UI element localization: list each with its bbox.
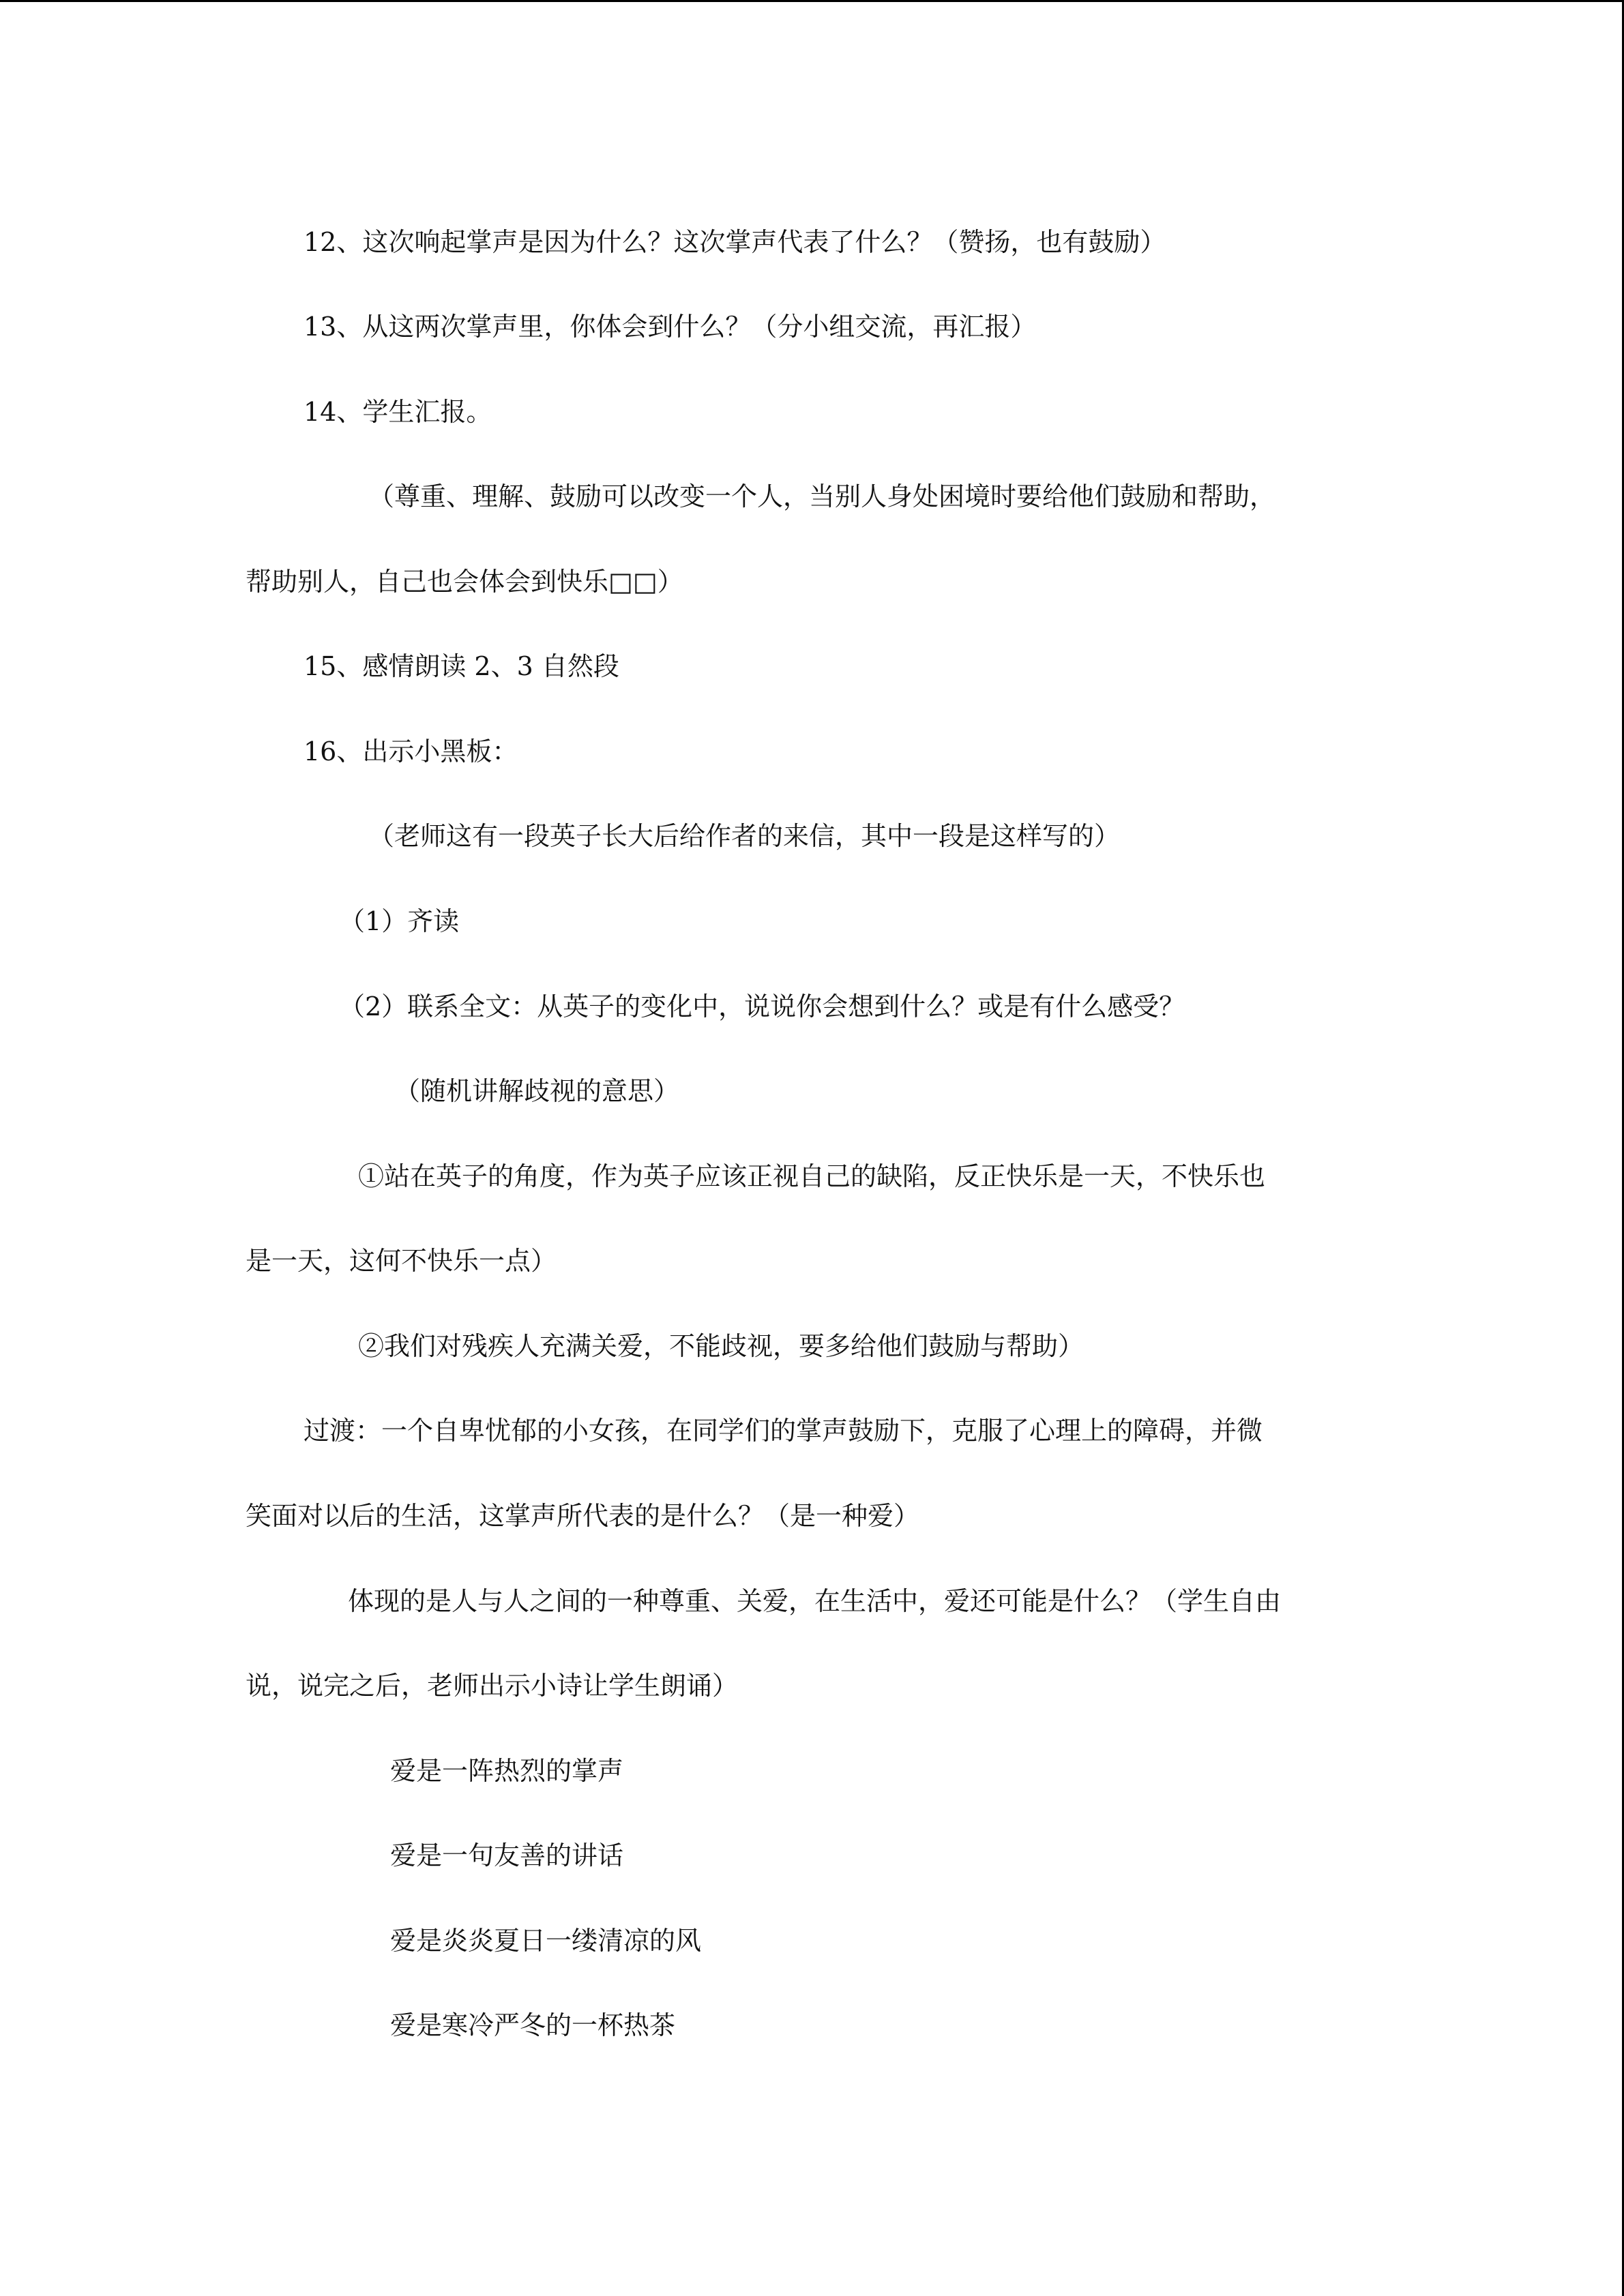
text-line-q16-note: （老师这有一段英子长大后给作者的来信，其中一段是这样写的） (368, 821, 1121, 851)
text-line-q12: 12、这次响起掌声是因为什么？这次掌声代表了什么？（赞扬，也有鼓励） (304, 227, 1166, 257)
poem-line-4: 爱是寒冷严冬的一杯热茶 (390, 2010, 676, 2040)
text-line-q16: 16、出示小黑板： (304, 736, 518, 766)
text-line-q13: 13、从这两次掌声里，你体会到什么？（分小组交流，再汇报） (304, 312, 1037, 342)
poem-line-2: 爱是一句友善的讲话 (390, 1840, 624, 1870)
text-line-reflection-1: 体现的是人与人之间的一种尊重、关爱，在生活中，爱还可能是什么？（学生自由 (348, 1586, 1282, 1616)
poem-line-1: 爱是一阵热烈的掌声 (390, 1756, 624, 1786)
text-line-sub-2-note: （随机讲解歧视的意思） (394, 1076, 680, 1106)
text-line-transition-1: 过渡：一个自卑忧郁的小女孩，在同学们的掌声鼓励下，克服了心理上的障碍，并微 (304, 1416, 1263, 1446)
text-line-q14-answer-2: 帮助别人，自己也会体会到快乐□□） (246, 567, 683, 597)
text-line-q14-answer-1: （尊重、理解、鼓励可以改变一个人，当别人身处困境时要给他们鼓励和帮助， (368, 481, 1276, 511)
poem-line-3: 爱是炎炎夏日一缕清凉的风 (390, 1926, 702, 1956)
text-line-q14: 14、学生汇报。 (304, 397, 492, 427)
text-line-q15: 15、感情朗读 2、3 自然段 (304, 651, 619, 681)
text-line-sub-2: （2）联系全文：从英子的变化中，说说你会想到什么？或是有什么感受？ (339, 992, 1185, 1022)
text-line-transition-2: 笑面对以后的生活，这掌声所代表的是什么？（是一种爱） (246, 1501, 920, 1531)
text-line-point-2: ②我们对残疾人充满关爱，不能歧视，要多给他们鼓励与帮助） (358, 1331, 1084, 1361)
text-line-reflection-2: 说，说完之后，老师出示小诗让学生朗诵） (246, 1671, 739, 1701)
text-line-point-1a: ①站在英子的角度，作为英子应该正视自己的缺陷，反正快乐是一天，不快乐也 (358, 1161, 1266, 1191)
text-line-sub-1: （1）齐读 (339, 906, 460, 936)
text-line-point-1b: 是一天，这何不快乐一点） (246, 1246, 557, 1276)
